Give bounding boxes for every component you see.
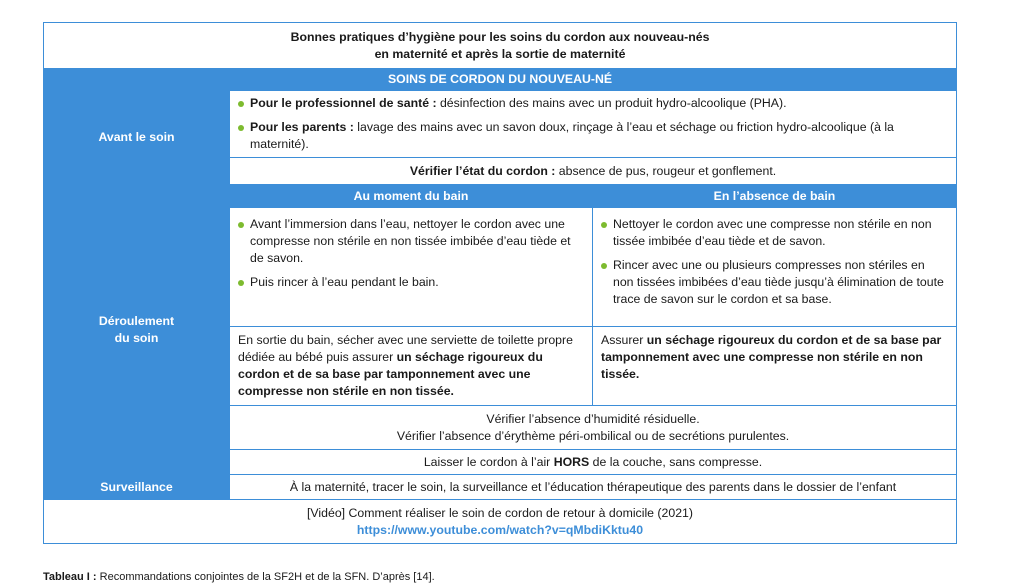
title-line-1: Bonnes pratiques d’hygiène pour les soins du cordon aux nouveau-nés bbox=[290, 29, 710, 44]
bullet-icon bbox=[238, 125, 244, 131]
video-link[interactable]: https://www.youtube.com/watch?v=qMbdiKktu40 bbox=[356, 522, 644, 537]
deroulement-label: Déroulement du soin bbox=[44, 185, 230, 475]
list-item: Avant l’immersion dans l’eau, nettoyer le cordon avec une compresse non stérile en non tissée imbibée d’eau tiède et de savon. bbox=[238, 216, 584, 267]
verif-cordon-cell: Vérifier l’état du cordon : absence de pus, rougeur et gonflement. bbox=[230, 158, 957, 185]
col1-bullets-cell bbox=[230, 208, 593, 327]
table-caption: Tableau I : Recommandations conjointes de la SF2H et de la SFN. D’après [14]. bbox=[43, 571, 435, 583]
avant-bullets-cell bbox=[230, 91, 957, 158]
col1-header: Au moment du bain bbox=[230, 185, 593, 208]
bullet-icon bbox=[238, 101, 244, 107]
list-item: Puis rincer à l’eau pendant le bain. bbox=[238, 274, 584, 291]
list-item: Pour le professionnel de santé : désinfection des mains avec un produit hydro-alcoolique (PHA). bbox=[238, 95, 948, 112]
hygiene-table bbox=[43, 22, 957, 544]
col2-bullets-cell bbox=[593, 208, 957, 327]
video-title: [Vidéo] Comment réaliser le soin de cordon de retour à domicile (2021) bbox=[307, 505, 693, 520]
surveillance-text: À la maternité, tracer le soin, la surveillance et l’éducation thérapeutique des parents dans le dossier de l’enfant bbox=[230, 475, 957, 500]
bullet-icon bbox=[601, 263, 607, 269]
table-title bbox=[44, 23, 957, 69]
col1-after-cell: En sortie du bain, sécher avec une serviette de toilette propre dédiée au bébé puis assurer un séchage rigoureux du cordon et de sa base par tamponnement avec une compresse non stérile en non tissée. bbox=[230, 327, 593, 406]
air-cell: Laisser le cordon à l’air HORS de la couche, sans compresse. bbox=[230, 450, 957, 475]
list-item: Pour les parents : lavage des mains avec un savon doux, rinçage à l’eau et séchage ou friction hydro-alcoolique (à la maternité). bbox=[238, 119, 948, 153]
title-line-2: en maternité et après la sortie de maternité bbox=[374, 46, 626, 61]
verif-humidite-cell: Vérifier l’absence d’humidité résiduelle. Vérifier l’absence d’érythème péri-ombilical ou de secrétions purulentes. bbox=[230, 406, 957, 450]
list-item: Rincer avec une ou plusieurs compresses non stériles en non tissées imbibées d’eau tiède jusqu’à élimination de toute trace de savon sur le cordon et sa base. bbox=[601, 257, 948, 308]
video-cell bbox=[44, 500, 957, 544]
col2-after-cell: Assurer un séchage rigoureux du cordon et de sa base par tamponnement avec une compresse non stérile en non tissée. bbox=[593, 327, 957, 406]
bullet-icon bbox=[601, 222, 607, 228]
section-band: SOINS DE CORDON DU NOUVEAU-NÉ bbox=[44, 69, 957, 91]
list-item: Nettoyer le cordon avec une compresse non stérile en non tissée imbibée d’eau tiède et de savon. bbox=[601, 216, 948, 250]
avant-label: Avant le soin bbox=[44, 91, 230, 185]
surveillance-label: Surveillance bbox=[44, 475, 230, 500]
bullet-icon bbox=[238, 222, 244, 228]
bullet-icon bbox=[238, 280, 244, 286]
col2-header: En l’absence de bain bbox=[593, 185, 957, 208]
